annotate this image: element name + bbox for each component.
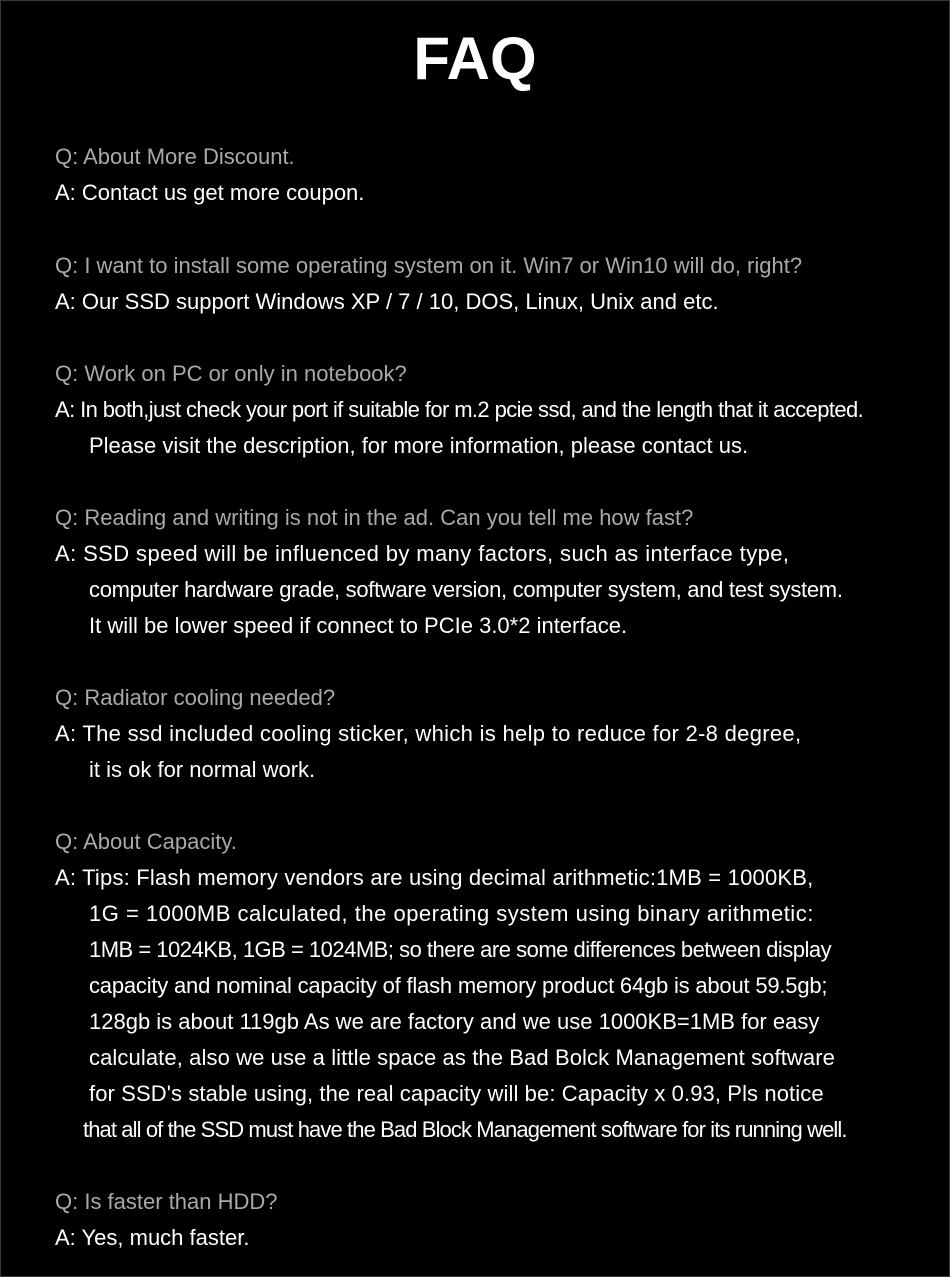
faq-answer-continued: It will be lower speed if connect to PCIe 3.0*2 interface. (89, 613, 628, 638)
faq-question: Q: Reading and writing is not in the ad. Can you tell me how fast? (55, 505, 694, 530)
faq-question: Q: I want to install some operating system on it. Win7 or Win10 will do, right? (55, 253, 803, 278)
faq-answer: A: Our SSD support Windows XP / 7 / 10, DOS, Linux, Unix and etc. (55, 289, 719, 314)
faq-answer-continued: it is ok for normal work. (89, 757, 316, 782)
faq-answer: A: Contact us get more coupon. (55, 180, 365, 205)
faq-answer: A: Tips: Flash memory vendors are using decimal arithmetic:1MB = 1000KB, (55, 865, 814, 890)
faq-answer-continued: computer hardware grade, software version, computer system, and test system. (89, 577, 843, 602)
faq-question: Q: About More Discount. (55, 144, 295, 169)
faq-answer: A: SSD speed will be influenced by many factors, such as interface type, (55, 541, 790, 566)
faq-answer-continued: 128gb is about 119gb As we are factory and we use 1000KB=1MB for easy (89, 1009, 820, 1034)
faq-answer-continued: calculate, also we use a little space as the Bad Bolck Management software (89, 1045, 836, 1070)
faq-question: Q: Is faster than HDD? (55, 1189, 278, 1214)
faq-answer-continued: that all of the SSD must have the Bad Block Management software for its running well. (83, 1117, 847, 1142)
faq-question: Q: About Capacity. (55, 829, 237, 854)
faq-question: Q: Work on PC or only in notebook? (55, 361, 407, 386)
faq-answer: A: Yes, much faster. (55, 1225, 250, 1250)
page-title: FAQ (413, 25, 537, 92)
faq-answer-continued: capacity and nominal capacity of flash memory product 64gb is about 59.5gb; (89, 973, 828, 998)
faq-answer: A: The ssd included cooling sticker, which is help to reduce for 2-8 degree, (55, 721, 802, 746)
faq-answer-continued: 1G = 1000MB calculated, the operating system using binary arithmetic: (89, 901, 814, 926)
faq-answer-continued: Please visit the description, for more information, please contact us. (89, 433, 749, 458)
faq-answer-continued: for SSD's stable using, the real capacity will be: Capacity x 0.93, Pls notice (89, 1081, 824, 1106)
faq-answer: A: In both,just check your port if suitable for m.2 pcie ssd, and the length that it accepted. (55, 397, 864, 422)
faq-answer-continued: 1MB = 1024KB, 1GB = 1024MB; so there are some differences between display (89, 937, 832, 962)
faq-question: Q: Radiator cooling needed? (55, 685, 336, 710)
